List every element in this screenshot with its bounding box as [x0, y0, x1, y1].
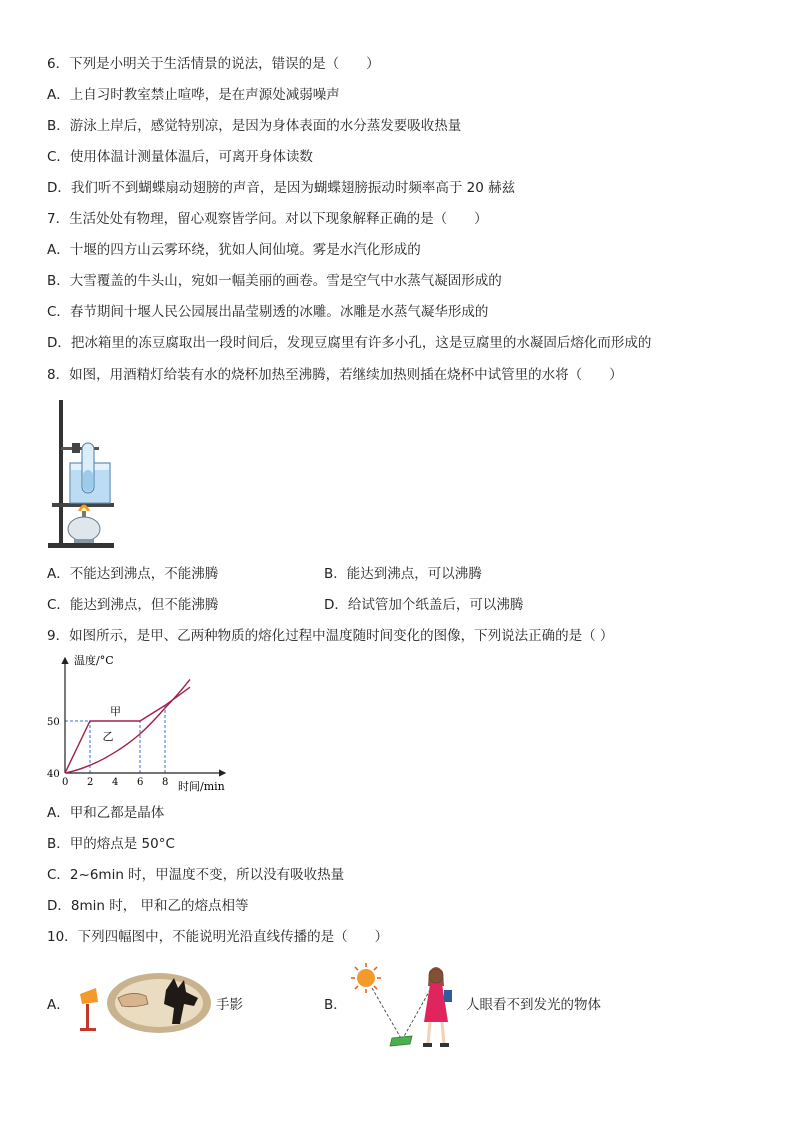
q8-option-a: A．不能达到沸点，不能沸腾	[47, 566, 219, 582]
x-tick-2: 2	[87, 777, 94, 788]
hands-icon	[118, 993, 148, 1006]
q9-option-a: A．甲和乙都是晶体	[47, 805, 165, 821]
girl-dress-icon	[424, 984, 448, 1022]
q7-option-d: D．把冰箱里的冻豆腐取出一段时间后，发现豆腐里有许多小孔，这是豆腐里的水凝固后熔化而形成的	[47, 335, 652, 351]
lamp-pole	[86, 1004, 89, 1028]
q6-option-d: D．我们听不到蝴蝶扇动翅膀的声音，是因为蝴蝶翅膀振动时频率高于 20 赫兹	[47, 180, 516, 196]
lamp-foot	[80, 1028, 96, 1031]
series-label-jia: 甲	[110, 704, 121, 718]
q10-option-b-caption: 人眼看不到发光的物体	[466, 997, 601, 1013]
q8-stem: 8．如图，用酒精灯给装有水的烧杯加热至沸腾，若继续加热则插在烧杯中试管里的水将（ ）	[47, 367, 623, 383]
shoe-right	[440, 1043, 449, 1047]
q8-option-d: D．给试管加个纸盖后，可以沸腾	[324, 597, 524, 613]
x-tick-8: 8	[162, 777, 169, 788]
shoe-left	[423, 1043, 432, 1047]
q9-option-b: B．甲的熔点是 50°C	[47, 836, 175, 852]
q7-stem: 7．生活处处有物理，留心观察皆学问。对以下现象解释正确的是（ ）	[47, 211, 488, 227]
x-tick-0: 0	[62, 777, 69, 788]
lamp-head-icon	[80, 988, 98, 1004]
q10-option-b-letter: B．	[324, 997, 347, 1013]
q10-option-a-caption: 手影	[216, 997, 243, 1013]
stand-rod	[59, 400, 63, 544]
girl-leg-left	[428, 1022, 430, 1044]
q7-option-b: B．大雪覆盖的牛头山，宛如一幅美丽的画卷。雪是空气中水蒸气凝固形成的	[47, 273, 502, 289]
y-tick-40: 40	[47, 769, 60, 780]
q9-option-c: C．2~6min 时，甲温度不变，所以没有吸收热量	[47, 867, 345, 883]
clamp-boss	[72, 443, 80, 453]
q9-stem: 9．如图所示，是甲、乙两种物质的熔化过程中温度随时间变化的图像，下列说法正确的是（ ）	[47, 628, 614, 644]
incident-ray	[372, 988, 402, 1040]
series-line-0	[65, 687, 190, 773]
test-tube-water	[83, 470, 93, 492]
x-tick-4: 4	[112, 777, 119, 788]
hand-shadow-illustration	[74, 968, 214, 1038]
q10-stem: 10．下列四幅图中，不能说明光沿直线传播的是（ ）	[47, 929, 389, 945]
held-book	[444, 990, 452, 1002]
q7-option-a: A．十堰的四方山云雾环绕，犹如人间仙境。雾是水汽化形成的	[47, 242, 421, 258]
series-line-1	[65, 679, 190, 773]
girl-leg-right	[442, 1022, 444, 1044]
q8-option-c: C．能达到沸点，但不能沸腾	[47, 597, 219, 613]
girl-hair	[428, 967, 444, 986]
eye-sees-object-illustration	[346, 960, 462, 1052]
q8-option-b: B．能达到沸点，可以沸腾	[324, 566, 482, 582]
sun-icon	[357, 969, 375, 987]
q9-option-d: D．8min 时， 甲和乙的熔点相等	[47, 898, 249, 914]
lamp-bottom	[74, 539, 94, 543]
lamp-wick	[82, 511, 86, 517]
q6-stem: 6．下列是小明关于生活情景的说法，错误的是（ ）	[47, 56, 380, 72]
series-label-yi: 乙	[102, 730, 114, 744]
q10-option-a-letter: A．	[47, 997, 70, 1013]
boiling-apparatus-figure	[44, 398, 120, 552]
x-tick-6: 6	[137, 777, 144, 788]
alcohol-lamp	[68, 517, 100, 541]
q6-option-c: C．使用体温计测量体温后，可离开身体读数	[47, 149, 313, 165]
stand-base	[48, 543, 114, 548]
q6-option-b: B．游泳上岸后，感觉特别凉，是因为身体表面的水分蒸发要吸收热量	[47, 118, 462, 134]
q6-option-a: A．上自习时教室禁止喧哗，是在声源处减弱噪声	[47, 87, 340, 103]
book-icon	[390, 1036, 412, 1046]
melting-chart	[40, 652, 240, 798]
y-axis-label: 温度/°C	[74, 654, 114, 667]
q7-option-c: C．春节期间十堰人民公园展出晶莹剔透的冰雕。冰雕是水蒸气凝华形成的	[47, 304, 489, 320]
y-tick-50: 50	[47, 717, 60, 728]
x-axis-label: 时间/min	[178, 780, 225, 793]
